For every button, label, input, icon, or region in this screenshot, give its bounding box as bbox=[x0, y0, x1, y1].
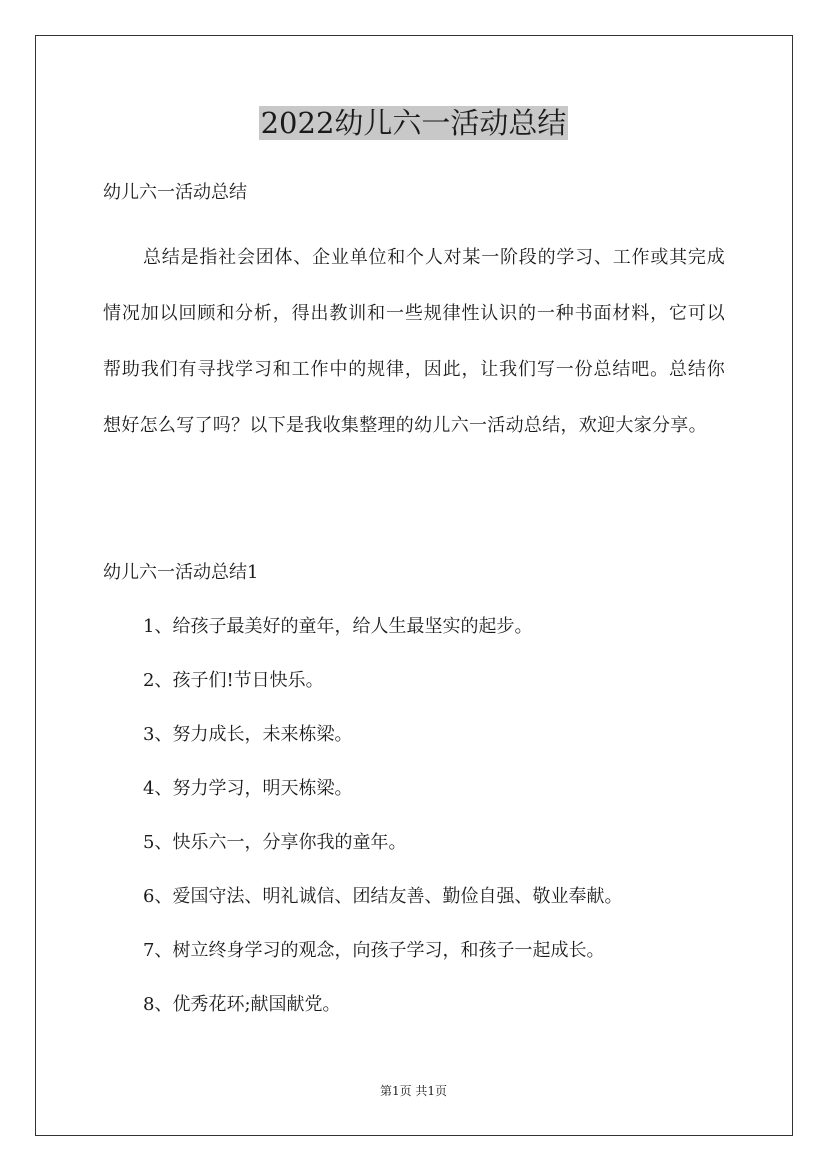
list-item: 3、努力成长，未来栋梁。 bbox=[143, 724, 353, 745]
list-item: 8、优秀花环;献国献党。 bbox=[143, 994, 341, 1015]
document-title-text: 2022幼儿六一活动总结 bbox=[260, 106, 567, 140]
list-item: 2、孩子们!节日快乐。 bbox=[143, 670, 324, 691]
page-footer: 第1页 共1页 bbox=[379, 1084, 448, 1098]
section-heading: 幼儿六一活动总结1 bbox=[103, 562, 259, 583]
document-title bbox=[0, 100, 827, 146]
intro-paragraph: 总结是指社会团体、企业单位和个人对某一阶段的学习、工作或其完成情况加以回顾和分析，得出教训和一些规律性认识的一种书面材料，它可以帮助我们有寻找学习和工作中的规律，因此，让我们写一份总结吧。总结你想好怎么写了吗？以下是我收集整理的幼儿六一活动总结，欢迎大家分享。 bbox=[103, 247, 725, 436]
list-item: 4、努力学习，明天栋梁。 bbox=[143, 778, 353, 799]
list-item: 1、给孩子最美好的童年，给人生最坚实的起步。 bbox=[143, 616, 533, 637]
subheading: 幼儿六一活动总结 bbox=[103, 182, 247, 203]
list-item: 6、爱国守法、明礼诚信、团结友善、勤俭自强、敬业奉献。 bbox=[143, 886, 623, 907]
list-item: 7、树立终身学习的观念，向孩子学习，和孩子一起成长。 bbox=[143, 940, 605, 961]
list-item: 5、快乐六一，分享你我的童年。 bbox=[143, 832, 407, 853]
